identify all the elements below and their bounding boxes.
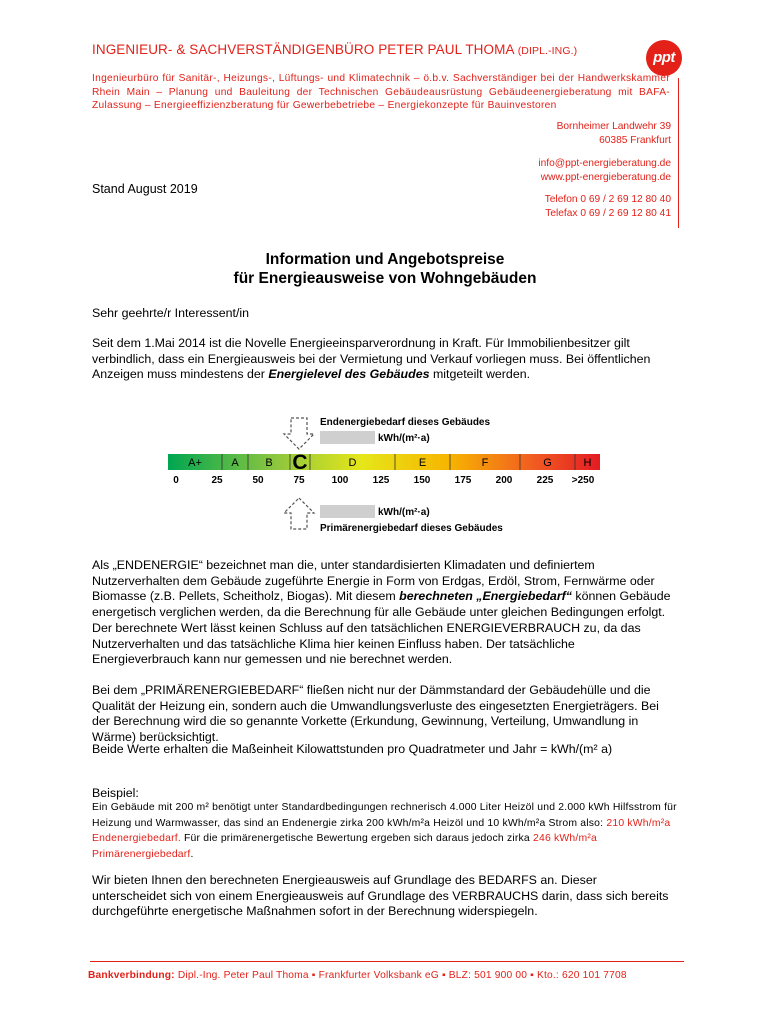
example-text-b: Für die primärenergetische Bewertung ergeben sich daraus jedoch zirka xyxy=(184,833,530,845)
example-highlight-primaerenergie: 246 kWh/m²a Primärenergiebedarf xyxy=(92,833,597,860)
class-label-f: F xyxy=(481,457,489,469)
tick-label: 175 xyxy=(454,475,472,486)
bank-account: Kto.: 620 101 7708 xyxy=(537,970,627,981)
company-description: Ingenieurbüro für Sanitär-, Heizungs-, Lüftungs- und Klimatechnik – ö.b.v. Sachverständiger bei der Handwerkskammer Rhein Main – Planung und Bauleitung der Technischen Gebäudeausrüstung Gebäudeenergieberatung mit BAFA-Zulassung – Energieeffizienzberatung für Gewerbebetriebe – Energiekonzepte für Bauinvestoren xyxy=(92,73,670,112)
intro-text: Seit dem 1.Mai 2014 ist die Novelle Energieeinsparverordnung in Kraft. Für Immobilienbesitzer gilt verbindlich, dass ein Energieausweis bei der Vermietung und Verkauf vorliegen muss. Bei öffentlichen Anzeigen muss mindestens der xyxy=(92,336,651,382)
document-date: Stand August 2019 xyxy=(92,182,198,196)
example-highlight-endenergie: 210 kWh/m²a Endenergiebedarf. xyxy=(92,817,671,845)
class-label-e: E xyxy=(418,457,427,469)
document-title xyxy=(92,250,678,288)
p1-emphasis: berechneten „Energiebedarf“ xyxy=(399,589,572,604)
bullet-3: ▪ xyxy=(530,970,534,981)
primaerenergie-value-box xyxy=(320,505,375,518)
address-city: 60385 Frankfurt xyxy=(599,135,671,146)
closing-paragraph: Wir bieten Ihnen den berechneten Energieausweis auf Grundlage des BEDARFS an. Dieser unterscheidet sich von einem Energieausweis auf Grundlage des VERBRAUCHS darin, dass sich bereits durchgeführte energetische Maßnahmen sofort in der Berechnung widerspiegeln. xyxy=(92,873,669,919)
salutation: Sehr geehrte/r Interessent/in xyxy=(92,306,250,320)
tick-label: 225 xyxy=(536,475,554,486)
tick-label: 25 xyxy=(211,475,223,486)
company-name xyxy=(92,42,577,57)
bank-blz: BLZ: 501 900 00 xyxy=(448,970,528,981)
class-label-b: B xyxy=(265,457,273,469)
bank-label: Bankverbindung: xyxy=(88,970,175,981)
class-label-c: C xyxy=(292,451,308,474)
tick-label: 150 xyxy=(413,475,431,486)
contact-email[interactable]: info@ppt-energieberatung.de xyxy=(538,158,671,169)
company-name-suffix: (DIPL.-ING.) xyxy=(517,45,578,57)
energy-efficiency-scale xyxy=(160,412,610,540)
class-label-a: A xyxy=(231,457,239,469)
class-label-h: H xyxy=(583,457,592,469)
bank-name: Frankfurter Volksbank eG xyxy=(318,970,439,981)
tick-label: 75 xyxy=(293,475,305,486)
endenergie-arrow-icon xyxy=(284,418,314,449)
footer-rule xyxy=(90,961,684,962)
tick-label: 200 xyxy=(495,475,513,486)
header-vertical-rule xyxy=(678,78,679,228)
address-street: Bornheimer Landwehr 39 xyxy=(556,121,671,132)
example-heading: Beispiel: xyxy=(92,786,139,800)
tick-label: 0 xyxy=(173,475,179,486)
p1-text-b: können Gebäude energetisch verglichen werden, da die Berechnung für alle Gebäude unter gleichen Bedingungen erfolgt. Der berechnete Wert lässt keinen Schluss auf den tatsächlichen ENERGIEVERBRAUCH zu, da das Nutzerverhalten und das tatsächliche Klima hier keinen Einfluss haben. Der tatsächliche Energieverbrauch kann nur gemessen und nie berechnet werden. xyxy=(92,589,671,667)
p1-text-a: Als „ENDENERGIE“ bezeichnet man die, unter standardisierten Klimadaten und definiertem Nutzerverhalten dem Gebäude zugeführte Energie in Form von Erdgas, Erdöl, Strom, Fernwärme oder Biomasse (z.B. Pellets, Scheitholz, Biogas). Mit diesem xyxy=(92,558,655,604)
document-title-line1: Information und Angebotspreise xyxy=(265,251,505,268)
scale-ticks xyxy=(173,475,594,486)
bank-owner: Dipl.-Ing. Peter Paul Thoma xyxy=(177,970,309,981)
example-text-c: . xyxy=(190,848,194,860)
primaerenergie-label: Primärenergiebedarf dieses Gebäudes xyxy=(320,523,503,534)
class-label-d: D xyxy=(348,457,357,469)
endenergie-unit: kWh/(m²·a) xyxy=(378,433,430,444)
company-name-main: INGENIEUR- & SACHVERSTÄNDIGENBÜRO PETER PAUL THOMA xyxy=(92,42,514,57)
document-title-line2: für Energieausweise von Wohngebäuden xyxy=(233,270,537,287)
class-label-g: G xyxy=(543,457,552,469)
tick-label: 125 xyxy=(372,475,390,486)
primaerenergie-paragraph: Bei dem „PRIMÄRENERGIEBEDARF“ fließen nicht nur der Dämmstandard der Gebäudehülle und die Qualität der Heizung ein, sondern auch die Umwandlungsverluste des eingesetzten Energieträgers. Bei der Berechnung wird die so genannte Vorkette (Erkundung, Gewinnung, Verteilung, Umwandlung in Wärme) berücksichtigt. xyxy=(92,683,659,745)
endenergie-paragraph xyxy=(92,558,674,668)
intro-paragraph xyxy=(92,336,674,383)
intro-tail: mitgeteilt werden. xyxy=(432,367,531,382)
units-paragraph: Beide Werte erhalten die Maßeinheit Kilowattstunden pro Quadratmeter und Jahr = kWh/(m² a) xyxy=(92,742,613,756)
example-paragraph xyxy=(92,800,678,862)
contact-fax: Telefax 0 69 / 2 69 12 80 41 xyxy=(545,208,671,219)
example-text-a: Ein Gebäude mit 200 m² benötigt unter Standardbedingungen rechnerisch 4.000 Liter Heizöl und 2.000 kWh Hilfsstrom für Heizung und Warmwasser, das sind an Endenergie zirka 200 kWh/m²a Heizöl und 10 kWh/m²a Strom also: xyxy=(92,802,677,829)
bullet-1: ▪ xyxy=(311,970,316,981)
class-label-aplus: A+ xyxy=(188,457,202,469)
endenergie-label: Endenergiebedarf dieses Gebäudes xyxy=(320,417,491,428)
tick-label: 50 xyxy=(252,475,264,486)
contact-website[interactable]: www.ppt-energieberatung.de xyxy=(540,172,671,183)
ppt-logo: ppt xyxy=(646,40,682,76)
intro-emphasis: Energielevel des Gebäudes xyxy=(268,367,430,382)
contact-phone: Telefon 0 69 / 2 69 12 80 40 xyxy=(544,194,671,205)
primaerenergie-unit: kWh/(m²·a) xyxy=(378,507,430,518)
bank-details xyxy=(88,970,627,981)
bullet-2: ▪ xyxy=(441,970,446,981)
tick-label: >250 xyxy=(571,475,595,486)
endenergie-value-box xyxy=(320,431,375,444)
primaerenergie-arrow-icon xyxy=(284,498,314,529)
tick-label: 100 xyxy=(331,475,349,486)
